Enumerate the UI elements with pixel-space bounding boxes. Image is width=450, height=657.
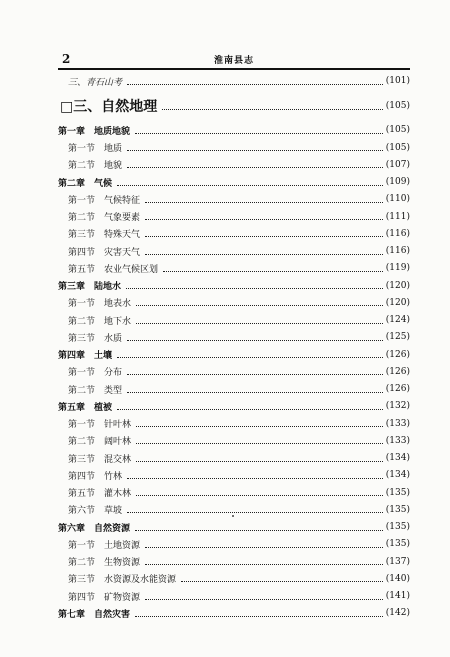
toc-entry-page: (110) [385,194,410,205]
toc-entry-label: 第一节 地表水 [68,299,132,310]
toc-entry-section[interactable] [58,190,410,208]
toc-entry-label: 第二节 地下水 [68,316,132,327]
toc-entry-section[interactable] [58,553,410,571]
toc-entry-page: (137) [385,556,410,567]
toc-entry-page: (116) [385,228,410,239]
toc-entry-chapter[interactable] [58,346,410,364]
toc-entry-page: (109) [385,177,410,187]
toc-entry-section[interactable] [58,242,410,260]
dot-leader [145,547,383,548]
toc-entry-section[interactable] [58,466,410,484]
toc-entry-section[interactable] [58,156,410,174]
toc-entry-page: (135) [385,504,410,515]
toc-entry-page: (134) [385,453,410,463]
toc-entry-label: 第六节 草坡 [68,506,123,517]
toc-entry-section[interactable] [58,328,410,346]
dot-leader [136,461,383,462]
dot-leader [127,150,383,151]
dot-leader [145,219,383,220]
toc-entry-section[interactable] [58,259,410,277]
dot-leader [145,202,383,203]
toc-entry-label: 第五章 植被 [58,402,113,413]
toc-entry-label: 第二节 类型 [68,385,123,396]
page-header [58,52,410,68]
toc-entry-page: (124) [385,315,410,325]
toc-entry-label: 第二节 地貌 [68,161,123,172]
toc-entry-page: (111) [385,211,410,222]
dot-leader [145,564,383,565]
toc-entry-page: (135) [385,487,410,498]
toc-entry-label: 第四节 矿物资源 [68,592,141,603]
toc-entry-page: (135) [385,522,410,532]
toc-entry-label: 第四节 灾害天气 [68,247,141,258]
toc-entry-section[interactable] [58,380,410,398]
toc-entry-section[interactable] [58,432,410,450]
toc-entry-label: 第六章 自然资源 [58,523,131,534]
dot-leader [136,495,383,496]
toc-entry-label: 第一节 地质 [68,144,123,154]
dot-leader [162,109,383,110]
dot-leader [163,271,383,272]
toc-entry-label: 第三节 特殊天气 [68,230,141,241]
dot-leader [136,443,383,444]
toc-entry-page: (120) [385,297,410,308]
toc-entry-sub[interactable] [58,72,410,90]
toc-entry-label: 第四节 竹林 [68,471,123,482]
toc-entry-label: 第五节 灌木林 [68,489,132,499]
toc-entry-label: 第三节 水质 [68,333,123,344]
dot-leader [127,167,383,168]
dot-leader [135,616,383,617]
toc-entry-chapter[interactable] [58,518,410,536]
toc-entry-page: (105) [385,125,410,136]
toc-entry-chapter[interactable] [58,277,410,295]
dot-leader [181,581,383,582]
toc-entry-label: 第一章 地质地貌 [58,126,131,137]
toc-entry-page: (140) [385,573,410,584]
toc-entry-page: (116) [385,246,410,256]
toc-entry-label: 第一节 分布 [68,368,123,379]
toc-entry-page: (119) [385,263,410,274]
toc-entry-label: □三、自然地理 [60,99,158,116]
toc-entry-label: 第四章 土壤 [58,351,113,361]
toc-entry-label: 第五节 农业气候区划 [68,264,159,275]
toc-entry-page: (101) [385,76,410,86]
toc-entry-label: 第二章 气候 [58,178,113,189]
toc-entry-page: (105) [385,142,410,153]
toc-entry-section[interactable] [58,415,410,433]
toc-entry-label: 第一节 气候特征 [68,195,141,206]
page-number: 2 [62,52,71,66]
toc-entry-page: (107) [385,159,410,170]
dot-leader [145,254,383,255]
dot-leader [127,340,383,341]
toc-entry-label: 第一节 针叶林 [68,420,132,430]
dot-leader [136,305,383,306]
dot-leader [145,599,383,600]
dot-leader [127,374,383,375]
toc-entry-page: (132) [385,401,410,412]
toc-entry-chapter[interactable] [58,173,410,191]
toc-entry-page: (126) [385,384,410,394]
toc-entry-chapter[interactable] [58,397,410,415]
toc-entry-section[interactable] [58,501,410,519]
toc-entry-page: (125) [385,332,410,343]
toc-entry-label: 第三节 水资源及水能资源 [68,575,177,586]
toc-entry-label: 第七章 自然灾害 [58,609,131,620]
toc-entry-page: (120) [385,280,410,291]
toc-entry-section[interactable] [58,535,410,553]
toc-entry-section[interactable] [58,484,410,502]
dot-leader [136,323,383,324]
toc-entry-page: (142) [385,608,410,619]
header-rule [58,68,410,70]
dot-leader [135,133,383,134]
dot-leader [126,288,383,289]
toc-entry-page: (126) [385,349,410,360]
dot-leader [117,185,383,186]
dot-leader [135,530,383,531]
toc-entry-label: 第二节 生物资源 [68,558,141,568]
toc-entry-label: 第三章 陆地水 [58,282,122,292]
toc-entry-section[interactable] [58,208,410,226]
toc-entry-part[interactable] [58,95,410,117]
toc-entry-section[interactable] [58,449,410,467]
toc-entry-label: 第一节 土地资源 [68,540,141,551]
toc-entry-label: 三、青石山考 [68,77,123,88]
toc-entry-label: 第三节 混交林 [68,454,132,465]
toc-entry-page: (135) [385,539,410,550]
print-speck [232,515,234,517]
toc-entry-section[interactable] [58,139,410,157]
toc-entry-page: (133) [385,435,410,446]
dot-leader [136,426,383,427]
toc-entry-section[interactable] [58,587,410,605]
dot-leader [127,392,383,393]
toc-entry-label: 第二节 阔叶林 [68,437,132,448]
toc-entry-page: (133) [385,418,410,429]
dot-leader [127,84,383,85]
toc-entry-section[interactable] [58,225,410,243]
running-title: 淮南县志 [213,56,254,66]
toc-entry-chapter[interactable] [58,121,410,139]
toc-entry-page: (141) [385,591,410,601]
dot-leader [145,236,383,237]
toc-entry-page: (134) [385,470,410,481]
toc-entry-section[interactable] [58,311,410,329]
toc-entry-section[interactable] [58,294,410,312]
dot-leader [127,478,383,479]
toc-entry-label: 第二节 气象要素 [68,213,141,223]
toc-entry-chapter[interactable] [58,604,410,622]
toc-entry-section[interactable] [58,570,410,588]
toc-entry-page: (105) [385,101,410,112]
toc-entry-section[interactable] [58,363,410,381]
toc-entry-page: (126) [385,366,410,377]
dot-leader [117,409,383,410]
dot-leader [127,512,383,513]
dot-leader [117,357,383,358]
